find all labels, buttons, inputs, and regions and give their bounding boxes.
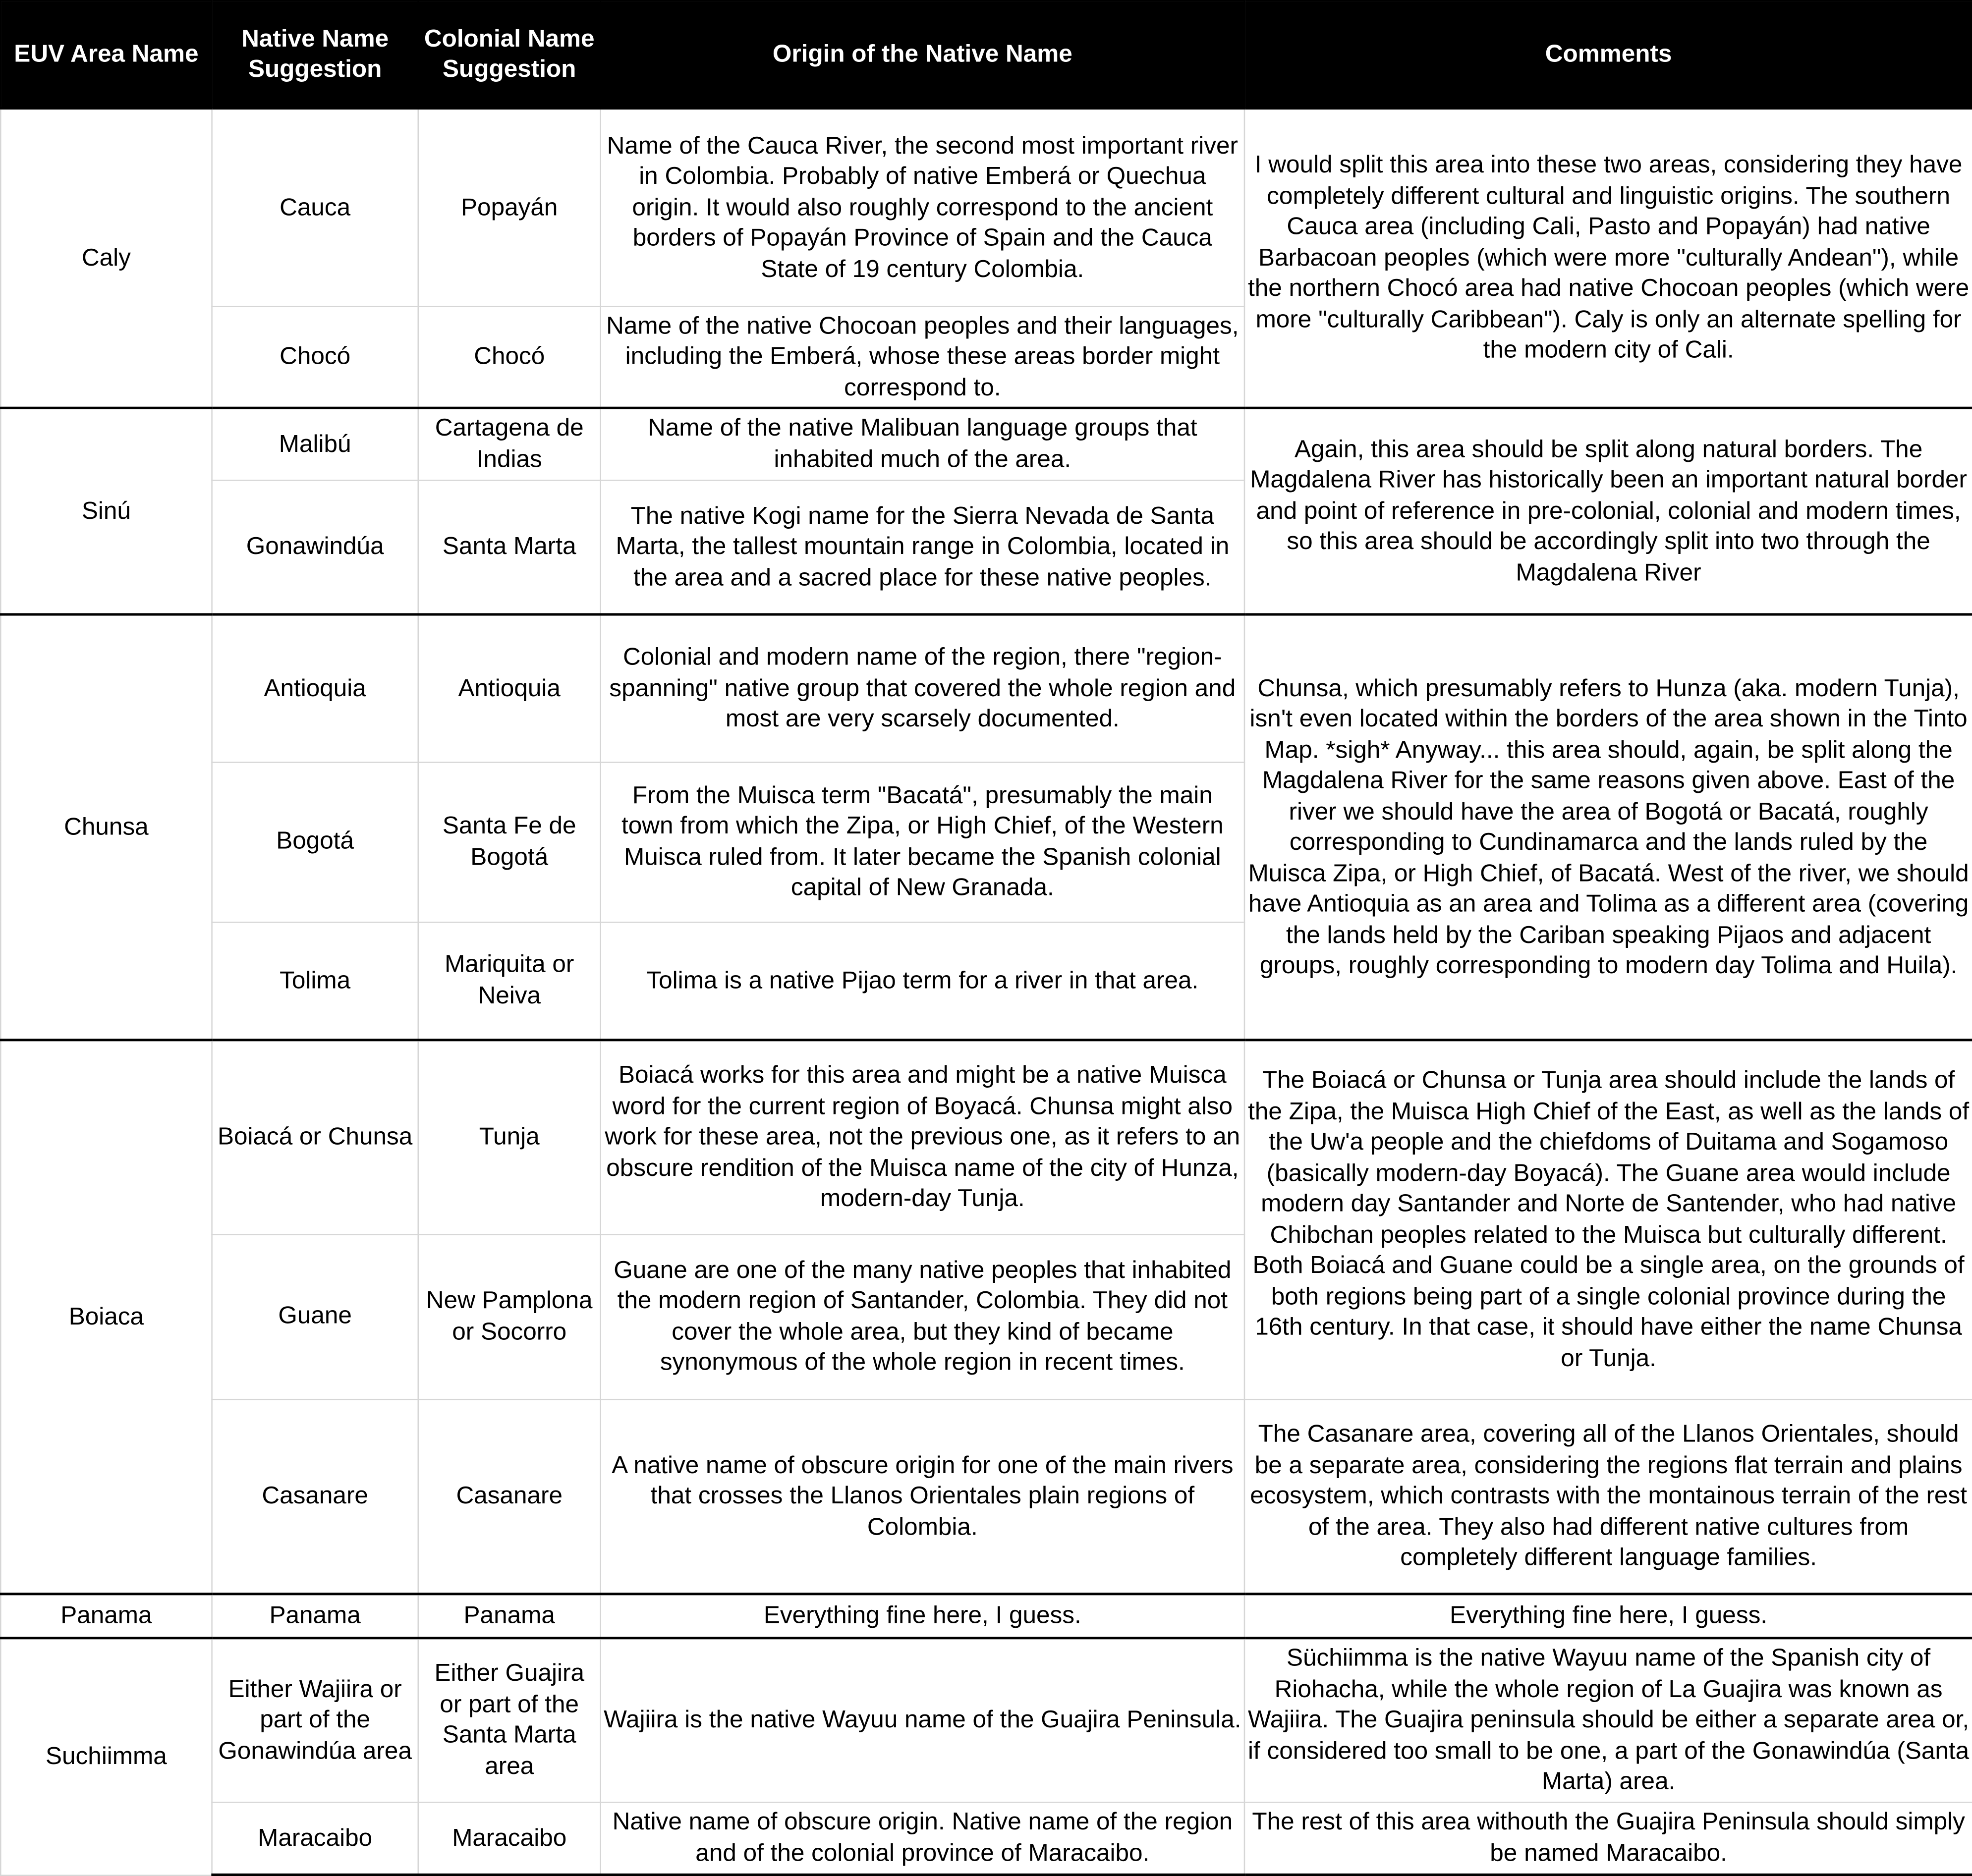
table-row: [0, 1399, 1972, 1594]
colonial-name: Popayán: [418, 109, 601, 306]
comment-text: The rest of this area withouth the Guajira Peninsula should simply be named Maracaibo.: [1244, 1802, 1972, 1875]
origin-text: Name of the Cauca River, the second most important river in Colombia. Probably of native Emberá or Quechua origin. It would also roughly correspond to the ancient borders of Popayán Province of Spain and the Cauca State of 19 century Colombia.: [601, 109, 1244, 306]
origin-text: Name of the native Malibuan language groups that inhabited much of the area.: [601, 408, 1244, 480]
header-row: [0, 0, 1972, 108]
colonial-name: Either Guajira or part of the Santa Marta area: [418, 1638, 601, 1802]
table-row: [0, 408, 1972, 480]
native-name: Cauca: [212, 109, 418, 306]
colonial-name: Maracaibo: [418, 1802, 601, 1875]
colonial-name: Santa Marta: [418, 480, 601, 614]
comment-text: Chunsa, which presumably refers to Hunza (aka. modern Tunja), isn't even located within the borders of the area shown in the Tinto Map. *sigh* Anyway... this area should, again, be split along the Magdalena River for the same reasons given above. East of the river we should have the area of Bogotá or Bacatá, roughly corresponding to Cundinamarca and the lands ruled by the Muisca Zipa, or High Chief, of Bacatá. West of the river, we should have Antioquia as an area and Tolima as a different area (covering the lands held by the Cariban speaking Pijaos and adjacent groups, roughly corresponding to modern day Tolima and Huila).: [1244, 614, 1972, 1040]
header-area: EUV Area Name: [0, 0, 212, 108]
native-name: Gonawindúa: [212, 480, 418, 614]
header-colonial: Colonial Name Suggestion: [418, 0, 601, 108]
origin-text: Colonial and modern name of the region, there "region-spanning" native group that covered the whole region and most are very scarsely documented.: [601, 614, 1244, 762]
area-name: Sinú: [0, 408, 212, 614]
area-name: Suchiimma: [0, 1638, 212, 1875]
colonial-name: Panama: [418, 1594, 601, 1638]
native-name: Casanare: [212, 1399, 418, 1594]
native-name: Tolima: [212, 922, 418, 1040]
origin-text: Native name of obscure origin. Native name of the region and of the colonial province of Maracaibo.: [601, 1802, 1244, 1875]
native-name: Maracaibo: [212, 1802, 418, 1875]
native-name: Boiacá or Chunsa: [212, 1040, 418, 1234]
table-row: [0, 1594, 1972, 1638]
table-row: [0, 109, 1972, 306]
native-name: Panama: [212, 1594, 418, 1638]
colonial-name: Antioquia: [418, 614, 601, 762]
origin-text: A native name of obscure origin for one of the main rivers that crosses the Llanos Orientales plain regions of Colombia.: [601, 1399, 1244, 1594]
header-origin: Origin of the Native Name: [601, 0, 1244, 108]
colonial-name: Chocó: [418, 306, 601, 408]
comment-text: Süchiimma is the native Wayuu name of the Spanish city of Riohacha, while the whole region of La Guajira was known as Wajiira. The Guajira peninsula should be either a separate area or, if considered too small to be one, a part of the Gonawindúa (Santa Marta) area.: [1244, 1638, 1972, 1802]
table-row: [0, 1802, 1972, 1875]
header-comments: Comments: [1244, 0, 1972, 108]
colonial-name: Tunja: [418, 1040, 601, 1234]
area-name: Chunsa: [0, 614, 212, 1040]
comment-text: I would split this area into these two areas, considering they have completely different cultural and linguistic origins. The southern Cauca area (including Cali, Pasto and Popayán) had native Barbacoan peoples (which were more "culturally Andean"), while the northern Chocó area had native Chocoan peoples (which were more "culturally Caribbean"). Caly is only an alternate spelling for the modern city of Cali.: [1244, 109, 1972, 408]
comment-text: The Boiacá or Chunsa or Tunja area should include the lands of the Zipa, the Muisca High Chief of the East, as well as the lands of the Uw'a people and the chiefdoms of Duitama and Sogamoso (basically modern-day Boyacá). The Guane area would include modern day Santander and Norte de Santender, who had native Chibchan peoples related to the Muisca but culturally different. Both Boiacá and Guane could be a single area, on the grounds of both regions being part of a single colonial province during the 16th century. In that case, it should have either the name Chunsa or Tunja.: [1244, 1040, 1972, 1399]
colonial-name: Casanare: [418, 1399, 601, 1594]
area-name: Boiaca: [0, 1040, 212, 1594]
area-name: Panama: [0, 1594, 212, 1638]
colonial-name: Santa Fe de Bogotá: [418, 762, 601, 922]
native-name: Bogotá: [212, 762, 418, 922]
origin-text: The native Kogi name for the Sierra Nevada de Santa Marta, the tallest mountain range in Colombia, located in the area and a sacred place for these native peoples.: [601, 480, 1244, 614]
table-row: [0, 1638, 1972, 1802]
comment-text: The Casanare area, covering all of the Llanos Orientales, should be a separate area, considering the regions flat terrain and plains ecosystem, which contrasts with the montainous terrain of the rest of the area. They also had different native cultures from completely different language families.: [1244, 1399, 1972, 1594]
colonial-name: Mariquita or Neiva: [418, 922, 601, 1040]
native-name: Antioquia: [212, 614, 418, 762]
origin-text: Boiacá works for this area and might be a native Muisca word for the current region of Boyacá. Chunsa might also work for these area, not the previous one, as it refers to an obscure rendition of the Muisca name of the city of Hunza, modern-day Tunja.: [601, 1040, 1244, 1234]
native-name: Malibú: [212, 408, 418, 480]
native-name: Chocó: [212, 306, 418, 408]
origin-text: Wajiira is the native Wayuu name of the Guajira Peninsula.: [601, 1638, 1244, 1802]
origin-text: Guane are one of the many native peoples that inhabited the modern region of Santander, Colombia. They did not cover the whole area, but they kind of became synonymous of the whole region in recent times.: [601, 1234, 1244, 1399]
area-name: Caly: [0, 109, 212, 408]
colonial-name: New Pamplona or Socorro: [418, 1234, 601, 1399]
origin-text: Everything fine here, I guess.: [601, 1594, 1244, 1638]
native-name: Guane: [212, 1234, 418, 1399]
comment-text: Again, this area should be split along natural borders. The Magdalena River has historically been an important natural border and point of reference in pre-colonial, colonial and modern times, so this area should be accordingly split into two through the Magdalena River: [1244, 408, 1972, 614]
origin-text: From the Muisca term "Bacatá", presumably the main town from which the Zipa, or High Chief, of the Western Muisca ruled from. It later became the Spanish colonial capital of New Granada.: [601, 762, 1244, 922]
table-row: [0, 1040, 1972, 1234]
table-row: [0, 614, 1972, 762]
colonial-name: Cartagena de Indias: [418, 408, 601, 480]
comment-text: Everything fine here, I guess.: [1244, 1594, 1972, 1638]
origin-text: Name of the native Chocoan peoples and their languages, including the Emberá, whose these areas border might correspond to.: [601, 306, 1244, 408]
origin-text: Tolima is a native Pijao term for a river in that area.: [601, 922, 1244, 1040]
native-name: Either Wajiira or part of the Gonawindúa area: [212, 1638, 418, 1802]
header-native: Native Name Suggestion: [212, 0, 418, 108]
